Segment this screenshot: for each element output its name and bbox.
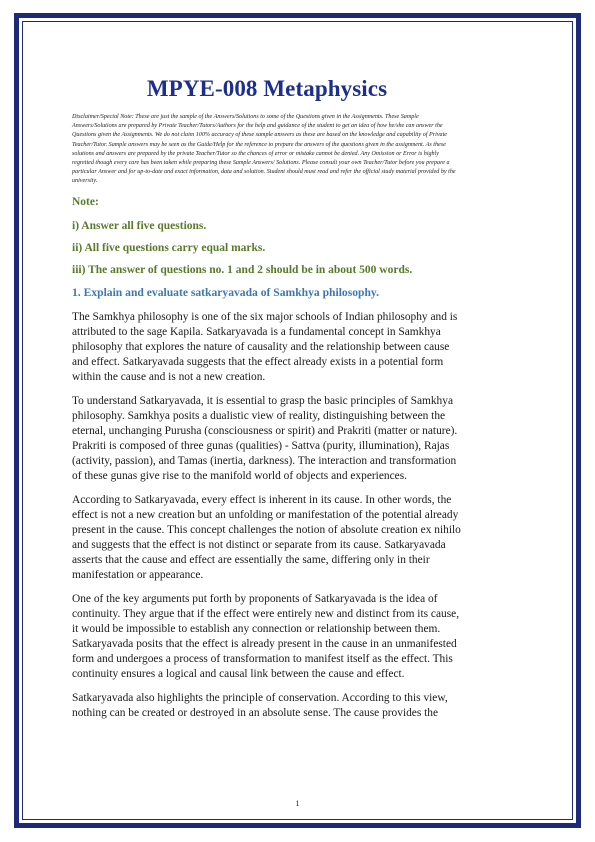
document-title: MPYE-008 Metaphysics [146, 76, 388, 101]
note-heading: Note: [72, 195, 99, 208]
disclaimer-text: Disclaimer/Special Note: These are just the sample of the Answers/Solutions to some of the Questions given in the Assignments. These Sample Answers/Solutions are prepared by Private Teacher/Tutors/Authors for the help and guidance of the student to get an idea of how he/she can answer the Questions given the Assignments. We do not claim 100% accuracy of these sample answers as these are based on the knowledge and capability of Private Teacher/Tutor. Sample answers may be seen as the Guide/Help for the reference to prepare the answers of the questions given in the assignment. As these solutions and answers are prepared by the private Teacher/Tutor so the chances of error or mistake cannot be denied. Any Omission or Error is highly regretted though every care has been taken while preparing these Sample Answers/ Solutions. Please consult your own Teacher/Tutor before you prepare a particular Answer and for up-to-date and exact information, data and solution. Student should must read and refer the official study material provided by the university. [72, 114, 456, 185]
question-heading: 1. Explain and evaluate satkaryavada of Samkhya philosophy. [72, 285, 379, 299]
paragraph-3: According to Satkaryavada, every effect is inherent in its cause. In other words, the effect is not a new creation but an unfolding or manifestation of the potential already present in the cause. This concept challenges the notion of absolute creation ex nihilo and suggests that the effect is not distinct or separate from its cause. Satkaryavada asserts that the cause and effect are essentially the same, differing only in their manifestation or appearance. [72, 493, 461, 581]
paragraph-4: One of the key arguments put forth by proponents of Satkaryavada is the idea of continuity. They argue that if the effect were entirely new and distinct from its cause, it would be impossible to establish any connection or relationship between them. Satkaryavada posits that the effect is already present in the cause in an unmanifested form and undergoes a process of transformation to manifest itself as the effect. This continuity ensures a logical and causal link between the cause and effect. [72, 592, 460, 680]
note-item-1: i) Answer all five questions. [72, 219, 207, 232]
note-item-3: iii) The answer of questions no. 1 and 2 should be in about 500 words. [72, 263, 413, 276]
page-content [72, 70, 462, 730]
paragraph-5: Satkaryavada also highlights the principle of conservation. According to this view, nothing can be created or destroyed in an absolute sense. The cause provides the [72, 691, 448, 719]
paragraph-1: The Samkhya philosophy is one of the six major schools of Indian philosophy and is attributed to the sage Kapila. Satkaryavada is a fundamental concept in Samkhya philosophy that explores the nature of causality and the relationship between cause and effect. Satkaryavada suggests that the effect already exists in a potential form within the cause and is not a new creation. [72, 310, 458, 383]
page-number: 1 [295, 799, 300, 808]
note-item-2: ii) All five questions carry equal marks. [72, 241, 266, 254]
paragraph-2: To understand Satkaryavada, it is essential to grasp the basic principles of Samkhya philosophy. Samkhya posits a dualistic view of reality, distinguishing between the eternal, unchanging Purusha (consciousness or spirit) and Prakriti (matter or nature). Prakriti is composed of three gunas (qualities) - Sattva (purity, illumination), Rajas (activity, passion), and Tamas (inertia, darkness). The interaction and transformation of these gunas give rise to the manifold world of objects and experiences. [72, 394, 458, 482]
